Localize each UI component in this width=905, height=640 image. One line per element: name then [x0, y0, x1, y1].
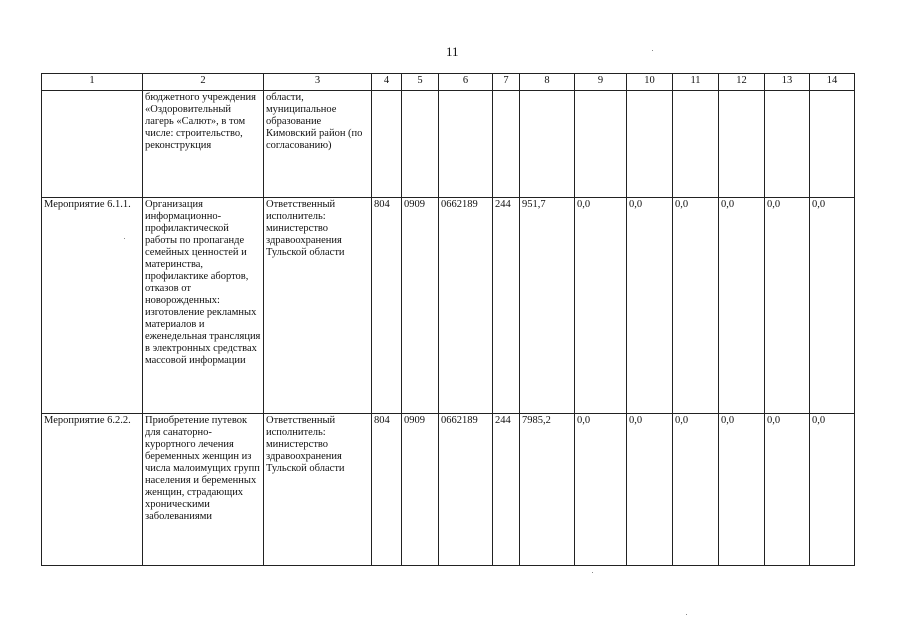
header-col-11: 11	[673, 74, 719, 91]
cell-c14: 0,0	[810, 198, 855, 414]
cell-c11	[673, 91, 719, 198]
cell-c12	[719, 91, 765, 198]
cell-executor: области, муниципальное образование Кимовский район (по согласованию)	[264, 91, 372, 198]
cell-c10: 0,0	[627, 414, 673, 566]
header-col-3: 3	[264, 74, 372, 91]
cell-c8: 7985,2	[520, 414, 575, 566]
cell-description: Приобретение путевок для санаторно-курортного лечения беременных женщин из числа малоимущих групп населения и беременных женщин, страдающих хроническими заболеваниями	[143, 414, 264, 566]
cell-c14: 0,0	[810, 414, 855, 566]
cell-event: Мероприятие 6.1.1.	[42, 198, 143, 414]
header-col-4: 4	[372, 74, 402, 91]
cell-c5	[402, 91, 439, 198]
cell-description: бюджетного учреждения «Оздоровительный лагерь «Салют», в том числе: строительство, реконструкция	[143, 91, 264, 198]
cell-event	[42, 91, 143, 198]
cell-c11: 0,0	[673, 414, 719, 566]
cell-c7	[493, 91, 520, 198]
table-row	[42, 414, 855, 566]
scan-speck	[652, 50, 653, 51]
header-col-10: 10	[627, 74, 673, 91]
scan-speck	[592, 572, 593, 573]
header-col-2: 2	[143, 74, 264, 91]
cell-executor: Ответственный исполнитель: министерство здравоохранения Тульской области	[264, 198, 372, 414]
cell-c9	[575, 91, 627, 198]
cell-c4: 804	[372, 198, 402, 414]
cell-c13: 0,0	[765, 198, 810, 414]
cell-c13	[765, 91, 810, 198]
scan-speck	[686, 614, 687, 615]
cell-event: Мероприятие 6.2.2.	[42, 414, 143, 566]
header-col-8: 8	[520, 74, 575, 91]
cell-c7: 244	[493, 198, 520, 414]
cell-c9: 0,0	[575, 198, 627, 414]
budget-table	[41, 73, 855, 566]
cell-c10: 0,0	[627, 198, 673, 414]
cell-c5: 0909	[402, 414, 439, 566]
cell-c4: 804	[372, 414, 402, 566]
cell-c6: 0662189	[439, 198, 493, 414]
header-col-9: 9	[575, 74, 627, 91]
cell-c9: 0,0	[575, 414, 627, 566]
cell-c7: 244	[493, 414, 520, 566]
header-col-13: 13	[765, 74, 810, 91]
cell-c8	[520, 91, 575, 198]
cell-c13: 0,0	[765, 414, 810, 566]
cell-description: Организация информационно-профилактической работы по пропаганде семейных ценностей и материнства, профилактике абортов, отказов от новорожденных: изготовление рекламных материалов и еженедельная трансляция в электронных средствах массовой информации	[143, 198, 264, 414]
cell-c6	[439, 91, 493, 198]
table-row	[42, 198, 855, 414]
header-col-6: 6	[439, 74, 493, 91]
header-col-1: 1	[42, 74, 143, 91]
page-number: 11	[446, 44, 459, 59]
cell-c10	[627, 91, 673, 198]
cell-c5: 0909	[402, 198, 439, 414]
cell-c6: 0662189	[439, 414, 493, 566]
cell-executor: Ответственный исполнитель: министерство здравоохранения Тульской области	[264, 414, 372, 566]
cell-c8: 951,7	[520, 198, 575, 414]
header-col-12: 12	[719, 74, 765, 91]
cell-c4	[372, 91, 402, 198]
header-col-7: 7	[493, 74, 520, 91]
cell-c12: 0,0	[719, 414, 765, 566]
header-col-14: 14	[810, 74, 855, 91]
table-row	[42, 91, 855, 198]
header-col-5: 5	[402, 74, 439, 91]
header-row	[42, 74, 855, 91]
cell-c12: 0,0	[719, 198, 765, 414]
cell-c11: 0,0	[673, 198, 719, 414]
cell-c14	[810, 91, 855, 198]
scan-speck	[124, 238, 125, 239]
